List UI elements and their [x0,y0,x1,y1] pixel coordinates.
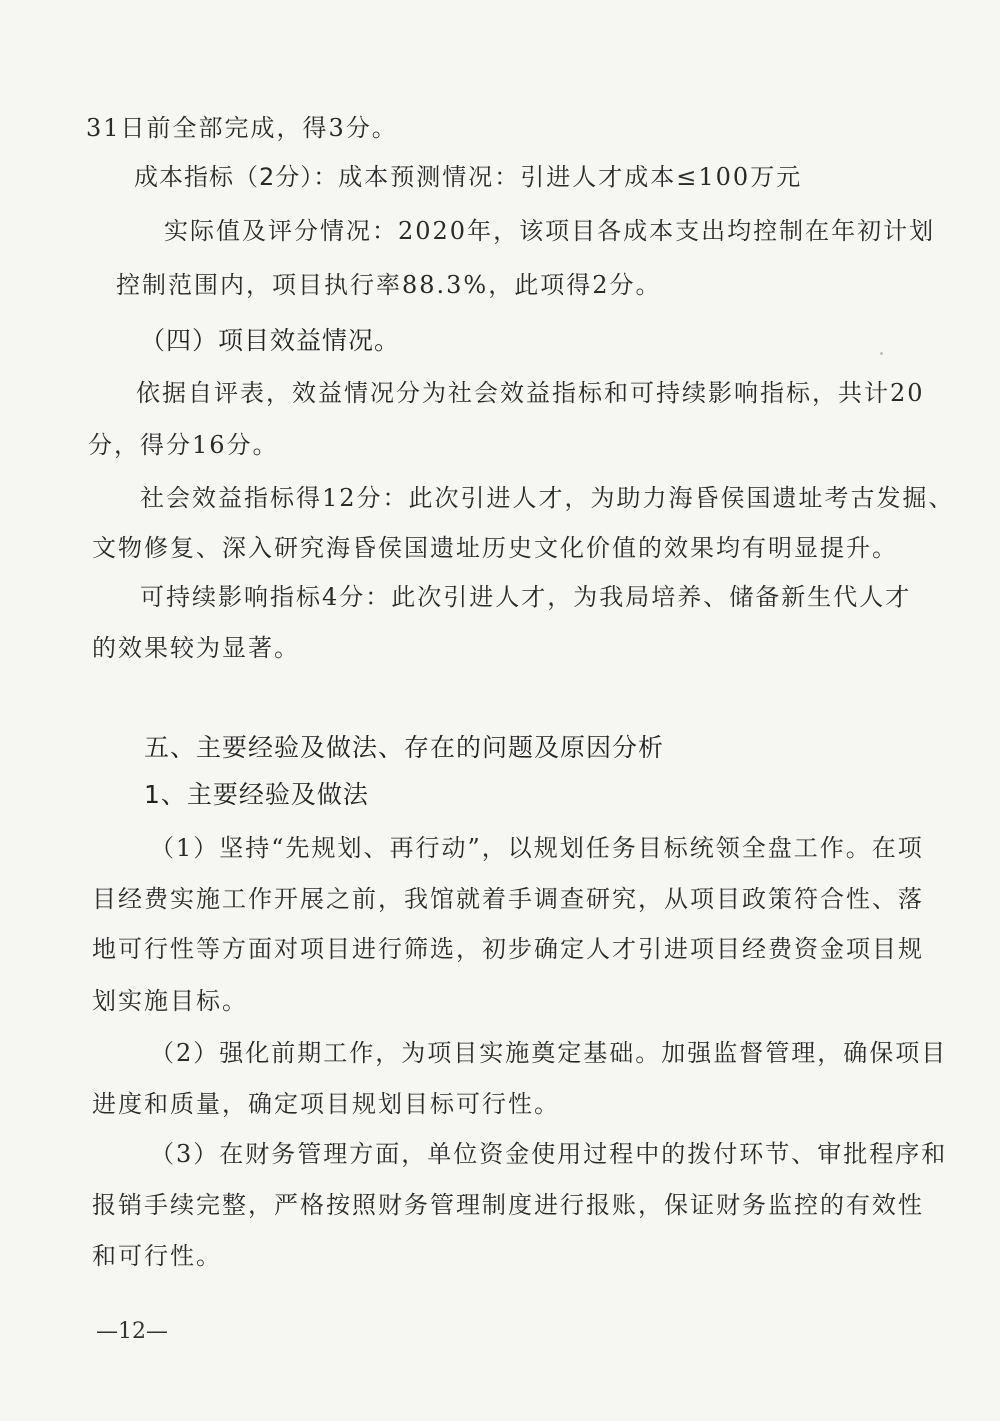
text-line: 进度和质量，确定项目规划目标可行性。 [92,1090,560,1118]
text-line: 社会效益指标得12分：此次引进人才，为助力海昏侯国遗址考古发掘、 [140,484,955,512]
text-line: （1）坚持“先规划、再行动”，以规划任务目标统领全盘工作。在项 [150,834,924,862]
text-line: 和可行性。 [92,1242,222,1270]
text-line: 文物修复、深入研究海昏侯国遗址历史文化价值的效果均有明显提升。 [92,534,898,562]
text-line: 划实施目标。 [92,987,248,1015]
subsection-heading: 1、主要经验及做法 [144,780,369,809]
text-line: 的效果较为显著。 [92,634,300,662]
section-heading: （四）项目效益情况。 [140,326,401,355]
text-line: 实际值及评分情况：2020年，该项目各成本支出均控制在年初计划 [164,217,936,245]
text-line: 分，得分16分。 [88,431,279,459]
cost-indicator-line [134,162,802,192]
chapter-heading: 五、主要经验及做法、存在的问题及原因分析 [144,733,665,762]
text-line: 可持续影响指标4分：此次引进人才，为我局培养、储备新生代人才 [140,583,912,611]
text-line: 目经费实施工作开展之前，我馆就着手调查研究，从项目政策符合性、落 [92,885,924,913]
text-line: 地可行性等方面对项目进行筛选，初步确定人才引进项目经费资金项目规 [92,935,924,963]
cost-indicator-label: 成本指标（2分）： [134,163,339,191]
text-line: 报销手续完整，严格按照财务管理制度进行报账，保证财务监控的有效性 [92,1191,924,1219]
page-number: —12— [96,1319,168,1344]
text-line: （3）在财务管理方面，单位资金使用过程中的拨付环节、审批程序和 [150,1140,948,1168]
scan-speck [880,352,883,355]
text-line: 控制范围内，项目执行率88.3%，此项得2分。 [116,271,662,299]
text-line: （2）强化前期工作，为项目实施奠定基础。加强监督管理，确保项目 [150,1039,948,1067]
text-line: 31日前全部完成，得3分。 [86,114,398,142]
cost-indicator-text: 成本预测情况：引进人才成本≤100万元 [338,163,803,191]
text-line: 依据自评表，效益情况分为社会效益指标和可持续影响指标，共计20 [136,379,925,407]
